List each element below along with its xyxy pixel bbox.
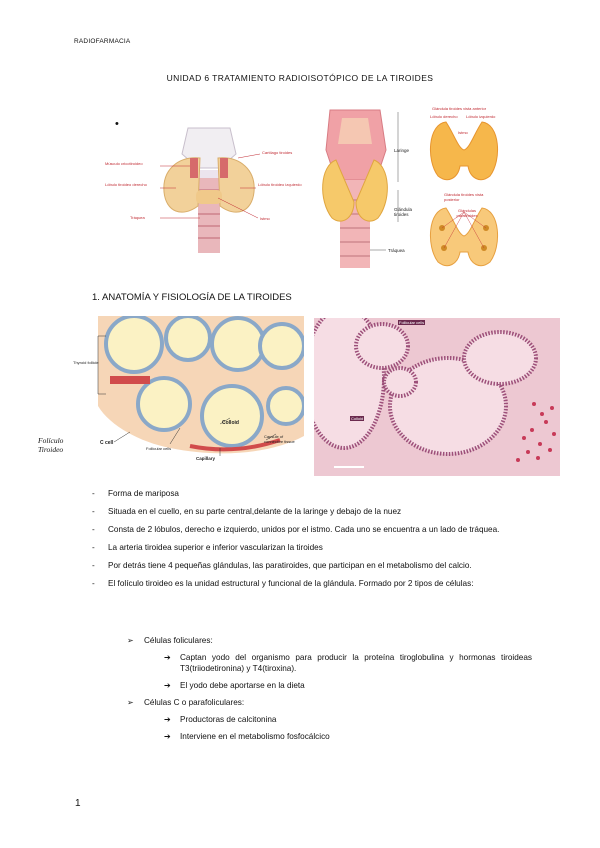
list-item: - Consta de 2 lóbulos, derecho e izquierdo, unidos por el istmo. Cada uno se encuentra a un lado de tráquea. (92, 524, 532, 535)
micro-label-top: Follicular cells (399, 320, 425, 325)
list-item: - El folículo tiroideo es la unidad estructural y funcional de la glándula. Formado por 2 tipos de células: (92, 578, 532, 589)
sub-item-parafoliculares (92, 697, 532, 708)
sub-title: Células foliculares: (144, 636, 213, 645)
label-capillary: Capillary (196, 456, 216, 461)
label-paratiroides: Glándulas paratiroides (456, 208, 478, 218)
label-capsule: Capsule of connective tissue (264, 434, 295, 444)
label-traquea: Tráquea (130, 215, 145, 220)
sub2-text: El yodo debe aportarse en la dieta (180, 681, 305, 690)
label-vista-posterior: Glándula tiroides vista posterior (444, 192, 484, 202)
arrowhead-icon: ➢ (127, 698, 134, 707)
label-lobulo-der: Lóbulo tiroideo derecho (105, 182, 147, 187)
label-cartilago: Cartílago tiroides (262, 150, 293, 155)
sub2-text: Interviene en el metabolismo fosfocálcico (180, 732, 330, 741)
label-lobulo-izq: Lóbulo tiroideo izquierdo (258, 182, 302, 187)
content-list (92, 488, 532, 596)
label-istmo: Istmo (260, 216, 270, 221)
page-title: UNIDAD 6 TRATAMIENTO RADIOISOTÓPICO DE LA TIROIDES (166, 73, 434, 83)
follicle-histology-figure (70, 316, 304, 466)
arrow-right-icon: ➔ (164, 715, 171, 724)
larynx-thyroid-figure (318, 100, 416, 270)
label-thyroid-follicle: Thyroid follicle (73, 360, 99, 365)
label-glandula: Glándula tiroides (394, 207, 413, 217)
sub2-item (92, 680, 532, 691)
label-lobulo-izquierdo: Lóbulo izquierdo (466, 114, 496, 119)
arrow-right-icon: ➔ (164, 653, 171, 662)
arrow-right-icon: ➔ (164, 681, 171, 690)
follicle-micrograph (314, 318, 560, 476)
micro-label-mid: Colloid (351, 416, 364, 421)
sub-title: Células C o parafoliculares: (144, 698, 245, 707)
label-musculo: Músculo cricotiroideo (105, 161, 143, 166)
label-laringe: Laringe (394, 148, 410, 153)
page-number: 1 (75, 798, 81, 809)
label-lobulo-derecho: Lóbulo derecho (430, 114, 458, 119)
sub2-text: Captan yodo del organismo para producir la proteína tiroglobulina y hormonas tiroideas T3(triiodetironina) y T4(tiroxina). (180, 653, 532, 673)
list-item: - Forma de mariposa (92, 488, 532, 499)
thyroid-views-figure (418, 104, 510, 276)
sub2-item (92, 714, 532, 725)
empty-bullet: • (115, 118, 119, 130)
sub-item-foliculares (92, 635, 532, 646)
cell-types-section (92, 635, 532, 748)
label-istmo-3: Istmo (458, 130, 468, 135)
arrowhead-icon: ➢ (127, 636, 134, 645)
list-item: - Por detrás tiene 4 pequeñas glándulas, las paratiroides, que participan en el metabolismo del calcio. (92, 560, 532, 571)
label-colloid: Colloid (222, 420, 239, 426)
list-item: - Situada en el cuello, en su parte central,delante de la laringe y debajo de la nuez (92, 506, 532, 517)
side-caption: Folículo Tiroideo (38, 436, 64, 454)
label-vista-anterior: Glándula tiroides vista anterior (432, 106, 487, 111)
label-c-cell: C cell (100, 440, 114, 446)
thyroid-anatomy-figure (90, 118, 310, 258)
label-traquea-2: Tráquea (388, 248, 405, 253)
list-item: - La arteria tiroidea superior e inferior vascularizan la tiroides (92, 542, 532, 553)
arrow-right-icon: ➔ (164, 732, 171, 741)
sub2-item (92, 731, 532, 742)
section-title: 1. ANATOMÍA Y FISIOLOGÍA DE LA TIROIDES (92, 292, 292, 303)
label-follicular-cells: Follicular cells (146, 446, 172, 451)
sub2-item (92, 652, 532, 674)
document-header: RADIOFARMACIA (74, 38, 131, 45)
sub2-text: Productoras de calcitonina (180, 715, 277, 724)
